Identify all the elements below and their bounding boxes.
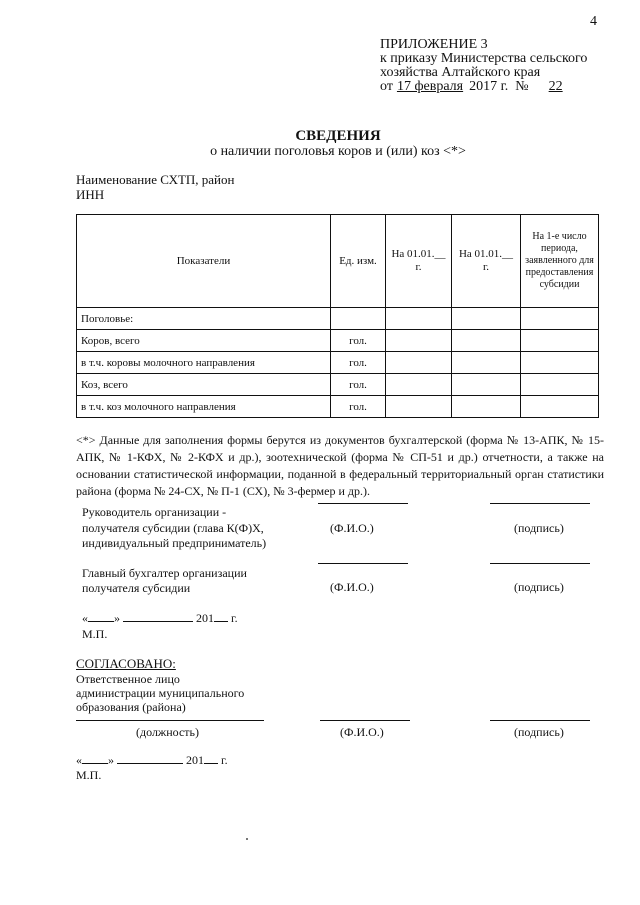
head-line1: Руководитель организации -: [82, 505, 227, 519]
doc-title: СВЕДЕНИЯ: [295, 128, 381, 144]
resp-line2: администрации муниципального: [76, 686, 245, 700]
fio-line[interactable]: [318, 563, 408, 564]
cell-value[interactable]: [386, 352, 452, 374]
cell-value[interactable]: [386, 308, 452, 330]
row-unit: гол.: [331, 330, 386, 352]
row-name: в т.ч. коз молочного направления: [77, 396, 331, 418]
cell-value[interactable]: [452, 374, 521, 396]
appendix-date: 17 февраля: [396, 79, 464, 94]
org-label: Наименование СХТП, район: [76, 172, 235, 187]
cell-value[interactable]: [452, 308, 521, 330]
page-number: 4: [590, 14, 597, 29]
stamp-place: М.П.: [82, 627, 108, 641]
footnote: <*> Данные для заполнения формы берутся из документов бухгалтерской (форма № 13-АПК, № 15-АПК, № 1-КФХ, № 2-КФХ и др.), зоотехнической (форма № СП-51 и др.) отчетности, а также на основании статистической информации, поданной в федеральный территориальный орган статистики района (форма № 24-СХ, № П-1 (СХ), № 3-фермер и др.).: [76, 433, 604, 498]
position-caption: (должность): [136, 725, 199, 739]
table-header-row: [77, 215, 599, 308]
appendix-line2: хозяйства Алтайского края: [380, 65, 541, 80]
header-period: На 1-е число периода, заявленного для предоставления субсидии: [521, 215, 599, 308]
table-row: [77, 396, 599, 418]
row-name: в т.ч. коровы молочного направления: [77, 352, 331, 374]
cell-value[interactable]: [521, 352, 599, 374]
header-date2: На 01.01.__ г.: [452, 215, 521, 308]
signature-line[interactable]: [490, 720, 590, 721]
fio-caption: (Ф.И.О.): [340, 725, 384, 739]
fio-line[interactable]: [318, 503, 408, 504]
resp-line3: образования (района): [76, 700, 186, 714]
appendix-line1: к приказу Министерства сельского: [380, 51, 588, 66]
fio-line[interactable]: [320, 720, 410, 721]
position-line[interactable]: [76, 720, 264, 721]
signature-caption: (подпись): [514, 725, 564, 739]
date-line: « » 201 г.: [82, 611, 238, 625]
row-unit: гол.: [331, 396, 386, 418]
row-name: Поголовье:: [77, 308, 331, 330]
row-unit: гол.: [331, 374, 386, 396]
appendix-date-line: от 17 февраля 2017 г. № 22: [380, 80, 587, 94]
stamp-place: М.П.: [76, 768, 102, 782]
table-row: [77, 374, 599, 396]
accountant-line1: Главный бухгалтер организации: [82, 566, 247, 580]
table-row: [77, 352, 599, 374]
signature-line[interactable]: [490, 563, 590, 564]
header-unit: Ед. изм.: [331, 215, 386, 308]
date-line: « » 201 г.: [76, 753, 228, 767]
row-name: Коз, всего: [77, 374, 331, 396]
appendix-number: 22: [548, 79, 563, 94]
table-row: [77, 330, 599, 352]
scan-speck: [246, 838, 248, 840]
fio-caption: (Ф.И.О.): [330, 521, 374, 535]
agreed-heading: СОГЛАСОВАНО:: [76, 656, 176, 671]
resp-line1: Ответственное лицо: [76, 672, 180, 686]
cell-value[interactable]: [521, 308, 599, 330]
inn-label: ИНН: [76, 187, 105, 202]
fio-caption: (Ф.И.О.): [330, 580, 374, 594]
signature-caption: (подпись): [514, 580, 564, 594]
cell-value[interactable]: [452, 352, 521, 374]
head-line3: индивидуальный предприниматель): [82, 536, 267, 550]
doc-subtitle: о наличии поголовья коров и (или) коз <*>: [210, 144, 466, 159]
row-unit: гол.: [331, 352, 386, 374]
row-name: Коров, всего: [77, 330, 331, 352]
header-indicator: Показатели: [77, 215, 331, 308]
cell-value[interactable]: [452, 330, 521, 352]
cell-value[interactable]: [521, 374, 599, 396]
appendix-title: ПРИЛОЖЕНИЕ 3: [380, 37, 488, 52]
head-line2: получателя субсидии (глава К(Ф)Х,: [82, 521, 264, 535]
cell-value[interactable]: [521, 396, 599, 418]
header-date1: На 01.01.__ г.: [386, 215, 452, 308]
cell-value[interactable]: [386, 330, 452, 352]
row-unit: [331, 308, 386, 330]
cell-value[interactable]: [521, 330, 599, 352]
accountant-line2: получателя субсидии: [82, 581, 191, 595]
table-row: [77, 308, 599, 330]
signature-line[interactable]: [490, 503, 590, 504]
data-table: [76, 214, 599, 418]
cell-value[interactable]: [386, 396, 452, 418]
signature-caption: (подпись): [514, 521, 564, 535]
cell-value[interactable]: [386, 374, 452, 396]
cell-value[interactable]: [452, 396, 521, 418]
